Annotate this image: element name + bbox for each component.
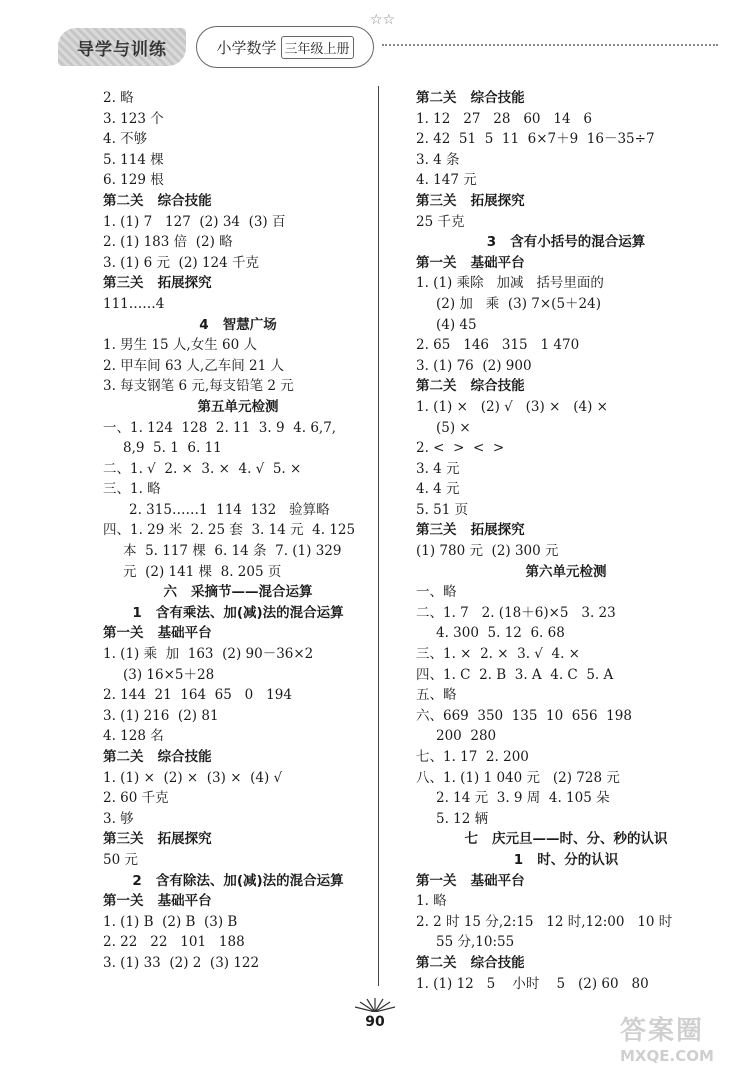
answer-line: 2. 甲车间 63 人,乙车间 21 人 [103,357,284,374]
answer-line: 3. (1) 76 (2) 900 [416,357,532,374]
answer-line: 三、1. × 2. × 3. √ 4. × [416,646,580,663]
section-heading: 第二关 综合技能 [103,192,212,209]
section-heading: 第二关 综合技能 [416,90,525,106]
answer-line: 4. 147 元 [416,172,477,189]
answer-line: 七、1. 17 2. 200 [416,749,529,765]
answer-line: 二、1. √ 2. × 3. × 4. √ 5. × [103,460,302,477]
answer-line: 1. 略 [416,893,447,910]
answer-line: 3. (1) 6 元 (2) 124 千克 [103,254,260,271]
section-heading: 第二关 综合技能 [103,749,212,765]
answer-line: 2. 65 146 315 1 470 [416,337,580,354]
answer-line: 25 千克 [416,213,465,230]
watermark [620,1010,744,1068]
answer-line: 1. (1) 乘除 加减 括号里面的 [416,275,604,292]
book-series-banner: 导学与训练 [58,28,186,66]
answer-line: 四、1. C 2. B 3. A 4. C 5. A [416,666,614,683]
watermark-line1: 答案圈 [620,1016,705,1046]
answer-line: 2. 42 51 5 11 6×7＋9 16－35÷7 [416,131,655,148]
left-column [103,88,373,974]
answer-line: 50 元 [103,851,138,868]
answer-line: 2. 22 22 101 188 [103,934,245,951]
answer-line: 2. 144 21 164 65 0 194 [103,687,292,704]
answer-line: 4. 300 5. 12 6. 68 [436,625,565,642]
answer-line: 3. 4 元 [416,460,460,477]
answer-line: 6. 129 根 [103,172,164,189]
header-dotted-rule [382,44,718,46]
subject-label: 小学数学 [216,38,277,57]
page-number-text: 90 [365,1014,385,1030]
answer-line: 三、1. 略 [103,481,161,498]
section-heading: 1 时、分的认识 [513,851,619,868]
answer-line: 2. 315……1 114 132 验算略 [129,501,330,518]
answer-line: 本 5. 117 棵 6. 14 条 7. (1) 329 [123,543,342,560]
answer-line: 3. 123 个 [103,110,164,127]
answer-line: 4. 128 名 [103,728,164,745]
section-heading: 第五单元检测 [197,398,279,415]
answer-line: 2. 60 千克 [103,790,169,807]
column-divider [378,86,379,986]
section-heading: 第一关 基础平台 [416,254,525,271]
answer-line: 2. 2 时 15 分,2:15 12 时,12:00 10 时 [416,913,673,930]
answer-line: 5. 12 辆 [436,810,489,827]
answer-line: 3. (1) 216 (2) 81 [103,707,219,724]
section-heading: 第一关 基础平台 [103,625,212,642]
page-header [0,0,750,80]
answer-line: 2. 略 [103,90,134,106]
section-heading: 2 含有除法、加(减)法的混合运算 [132,872,344,889]
answer-line: 5. 114 棵 [103,151,164,168]
section-heading: 第三关 拓展探究 [416,192,525,209]
answer-line: 二、1. 7 2. (18＋6)×5 3. 23 [416,604,616,621]
answer-line: 1. 男生 15 人,女生 60 人 [103,337,257,354]
section-heading: 第二关 综合技能 [416,378,525,395]
answer-line: 1. (1) × (2) × (3) × (4) √ [103,769,283,786]
answer-line: 四、1. 29 米 2. 25 套 3. 14 元 4. 125 [103,522,356,539]
answer-line: 4. 不够 [103,131,148,148]
section-heading: 第三关 拓展探究 [103,831,212,848]
answer-line: 1. (1) × (2) √ (3) × (4) × [416,398,608,415]
answer-line: 1. (1) 12 5 小时 5 (2) 60 80 [416,975,649,992]
answer-line: 3. 4 条 [416,151,460,168]
section-heading: 1 含有乘法、加(减)法的混合运算 [132,604,344,621]
answer-line: 1. (1) B (2) B (3) B [103,913,238,930]
answer-line: 一、1. 124 128 2. 11 3. 9 4. 6,7, [103,419,337,436]
answer-line: 5. 51 页 [416,501,469,518]
star-decoration: ☆☆ [370,12,396,28]
answer-line: 2. 14 元 3. 9 周 4. 105 朵 [436,790,610,807]
answer-line: (5) × [436,419,471,436]
answer-line: 55 分,10:55 [436,934,515,951]
answer-line: 1. (1) 乘 加 163 (2) 90－36×2 [103,646,314,663]
answer-line: 元 (2) 141 棵 8. 205 页 [123,563,282,580]
answer-line: (4) 45 [436,316,477,333]
answer-line: 3. 够 [103,810,134,827]
section-heading: 第三关 拓展探究 [416,522,525,539]
answer-line: 六、669 350 135 10 656 198 [416,707,632,724]
section-heading: 3 含有小括号的混合运算 [486,234,646,251]
answer-line: 200 280 [436,728,497,745]
section-heading: 4 智慧广场 [199,316,277,333]
answer-line: (2) 加 乘 (3) 7×(5＋24) [436,295,601,312]
subject-title [196,26,374,68]
sunburst-icon [351,996,399,1012]
answer-line: 1. (1) 7 127 (2) 34 (3) 百 [103,213,286,230]
answer-line: 3. 每支钢笔 6 元,每支铅笔 2 元 [103,378,294,395]
answer-line: 8,9 5. 1 6. 11 [123,440,222,457]
answer-line: 4. 4 元 [416,481,460,498]
answer-line: 3. (1) 33 (2) 2 (3) 122 [103,954,260,971]
answer-line: 一、略 [416,584,457,601]
answer-line: 1. 12 27 28 60 14 6 [416,110,593,127]
section-heading: 第三关 拓展探究 [103,275,212,292]
answer-line: 2. < > < > [416,440,505,457]
answer-line: 八、1. (1) 1 040 元 (2) 728 元 [416,769,620,786]
watermark-line2: MXQE.COM [620,1047,714,1065]
answer-line: 2. (1) 183 倍 (2) 略 [103,234,233,251]
answer-line: (1) 780 元 (2) 300 元 [416,543,559,560]
section-heading: 六 采摘节——混合运算 [163,584,313,601]
answer-line: 111……4 [103,295,165,312]
section-heading: 七 庆元旦——时、分、秒的认识 [464,831,668,848]
answer-line: (3) 16×5＋28 [123,666,215,683]
section-heading: 第二关 综合技能 [416,954,525,971]
grade-label: 三年级上册 [281,36,354,59]
right-column [416,88,716,994]
section-heading: 第六单元检测 [525,563,607,580]
page-number [345,1000,405,1036]
section-heading: 第一关 基础平台 [103,893,212,910]
answer-line: 五、略 [416,687,457,704]
section-heading: 第一关 基础平台 [416,872,525,889]
